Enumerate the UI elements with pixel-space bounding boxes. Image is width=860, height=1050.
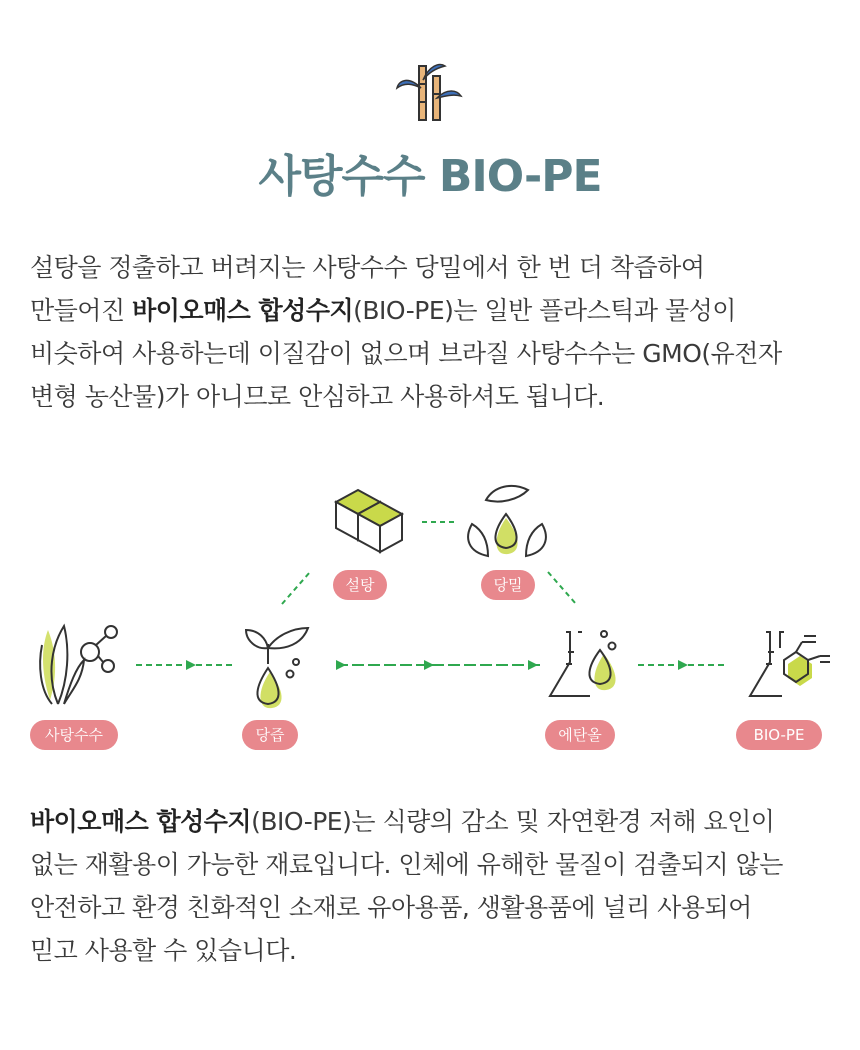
intro-line-1: 설탕을 정출하고 버려지는 사탕수수 당밀에서 한 번 더 착즙하여 xyxy=(30,253,705,282)
summary-paragraph xyxy=(30,800,830,972)
badge-biope: BIO-PE xyxy=(736,720,822,750)
page-title: 사탕수수 BIO-PE xyxy=(258,151,602,202)
badge-juice: 당즙 xyxy=(242,720,298,750)
intro-line-3: 비슷하여 사용하는데 이질감이 없으며 브라질 사탕수수는 GMO(유전자 xyxy=(30,339,782,368)
connector-lines xyxy=(136,522,728,670)
sugarcane-icon xyxy=(395,58,465,124)
intro-line-2-bold: 바이오매스 합성수지 xyxy=(132,296,354,325)
summary-line-1-post: (BIO-PE)는 식량의 감소 및 자연환경 저해 요인이 xyxy=(251,807,775,836)
intro-paragraph xyxy=(30,246,830,418)
flask-drop-icon xyxy=(550,631,616,696)
recycle-leaf-drop-icon xyxy=(468,486,546,556)
sugarcane-leaf-icon xyxy=(40,626,117,704)
intro-line-2-post: (BIO-PE)는 일반 플라스틱과 물성이 xyxy=(353,296,736,325)
badge-ethanol: 에탄올 xyxy=(545,720,615,750)
flask-molecule-icon xyxy=(750,632,830,696)
process-diagram xyxy=(0,470,860,760)
summary-line-4: 믿고 사용할 수 있습니다. xyxy=(30,936,297,965)
sugar-cube-icon xyxy=(336,490,402,552)
summary-line-3: 안전하고 환경 친화적인 소재로 유아용품, 생활용품에 널리 사용되어 xyxy=(30,893,752,922)
intro-line-4: 변형 농산물)가 아니므로 안심하고 사용하셔도 됩니다. xyxy=(30,382,605,411)
badge-sugar: 설탕 xyxy=(333,570,387,600)
intro-line-2-pre: 만들어진 xyxy=(30,296,133,325)
summary-line-2: 없는 재활용이 가능한 재료입니다. 인체에 유해한 물질이 검출되지 않는 xyxy=(30,850,783,879)
summary-line-1 xyxy=(30,800,830,843)
summary-line-1-bold: 바이오매스 합성수지 xyxy=(30,807,252,836)
sprout-drop-icon xyxy=(246,628,308,708)
badge-molasses: 당밀 xyxy=(481,570,535,600)
badge-sugarcane: 사탕수수 xyxy=(30,720,118,750)
intro-line-2 xyxy=(30,289,830,332)
